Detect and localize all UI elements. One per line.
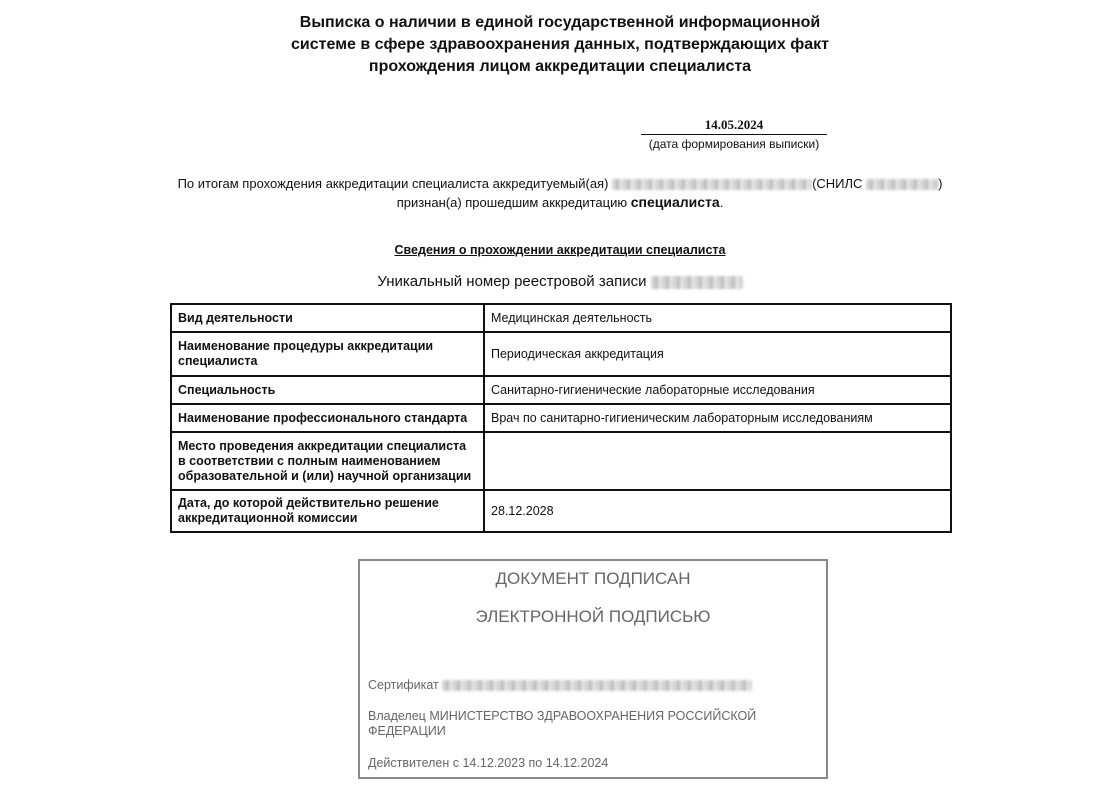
row-label: Дата, до которой действительно решение аккредитационной комиссии xyxy=(171,490,484,532)
document-title xyxy=(260,12,860,78)
table-row xyxy=(171,490,951,532)
owner-label: Владелец xyxy=(368,709,426,723)
table-row xyxy=(171,376,951,404)
registry-number-label: Уникальный номер реестровой записи xyxy=(377,273,647,290)
row-value: Санитарно-гигиенические лабораторные исследования xyxy=(484,376,951,404)
table-row xyxy=(171,432,951,490)
title-line-2: системе в сфере здравоохранения данных, подтверждающих факт xyxy=(291,36,829,53)
row-label: Наименование профессионального стандарта xyxy=(171,404,484,432)
row-label: Специальность xyxy=(171,376,484,404)
owner-value: МИНИСТЕРСТВО ЗДРАВООХРАНЕНИЯ РОССИЙСКОЙ ФЕДЕРАЦИИ xyxy=(368,709,757,738)
valid-to-label: по xyxy=(528,756,543,770)
accreditation-statement xyxy=(150,174,970,212)
stamp-validity xyxy=(368,756,808,771)
snils-label: (СНИЛС xyxy=(812,176,863,191)
row-label: Место проведения аккредитации специалиста в соответствии с полным наименованием образовательной и (или) научной организации xyxy=(171,432,484,490)
snils-close: ) xyxy=(938,176,943,191)
stamp-heading-1: ДОКУМЕНТ ПОДПИСАН xyxy=(495,569,691,588)
title-line-3: прохождения лицом аккредитации специалиста xyxy=(368,58,752,75)
title-line-1: Выписка о наличии в единой государственной информационной xyxy=(299,14,821,31)
accreditation-table xyxy=(170,303,952,533)
valid-to: 14.12.2024 xyxy=(545,756,609,770)
redacted-certificate-number xyxy=(442,680,752,691)
stamp-heading-2: ЭЛЕКТРОННОЙ ПОДПИСЬЮ xyxy=(475,607,711,626)
row-label: Наименование процедуры аккредитации специалиста xyxy=(171,332,484,376)
row-label: Вид деятельности xyxy=(171,304,484,332)
table-row xyxy=(171,404,951,432)
redacted-full-name xyxy=(612,179,812,190)
statement-prefix: По итогам прохождения аккредитации специалиста аккредитуемый(ая) xyxy=(177,176,609,191)
stamp-owner xyxy=(368,709,808,739)
registry-number-line xyxy=(260,273,860,290)
redacted-registry-number xyxy=(651,276,743,289)
row-value xyxy=(484,432,951,490)
statement-recognized: признан(а) прошедшим аккредитацию xyxy=(396,195,628,210)
issue-date-block xyxy=(630,116,838,151)
valid-from: 14.12.2023 xyxy=(462,756,526,770)
stamp-certificate xyxy=(368,678,808,693)
statement-line-2 xyxy=(150,193,970,212)
row-value: Периодическая аккредитация xyxy=(484,332,951,376)
row-value: Медицинская деятельность xyxy=(484,304,951,332)
row-value: 28.12.2028 xyxy=(484,490,951,532)
issue-date-caption: (дата формирования выписки) xyxy=(648,137,820,151)
issue-date: 14.05.2024 xyxy=(641,117,827,135)
row-value: Врач по санитарно-гигиеническим лабораторным исследованиям xyxy=(484,404,951,432)
section-title: Сведения о прохождении аккредитации специалиста xyxy=(394,243,726,257)
valid-label: Действителен с xyxy=(368,756,459,770)
table-row xyxy=(171,304,951,332)
redacted-snils xyxy=(866,179,938,190)
certificate-label: Сертификат xyxy=(368,678,439,692)
statement-period: . xyxy=(719,195,724,210)
e-signature-stamp xyxy=(358,559,828,779)
table-row xyxy=(171,332,951,376)
statement-line-1 xyxy=(150,174,970,193)
statement-specialist: специалиста xyxy=(630,194,720,210)
